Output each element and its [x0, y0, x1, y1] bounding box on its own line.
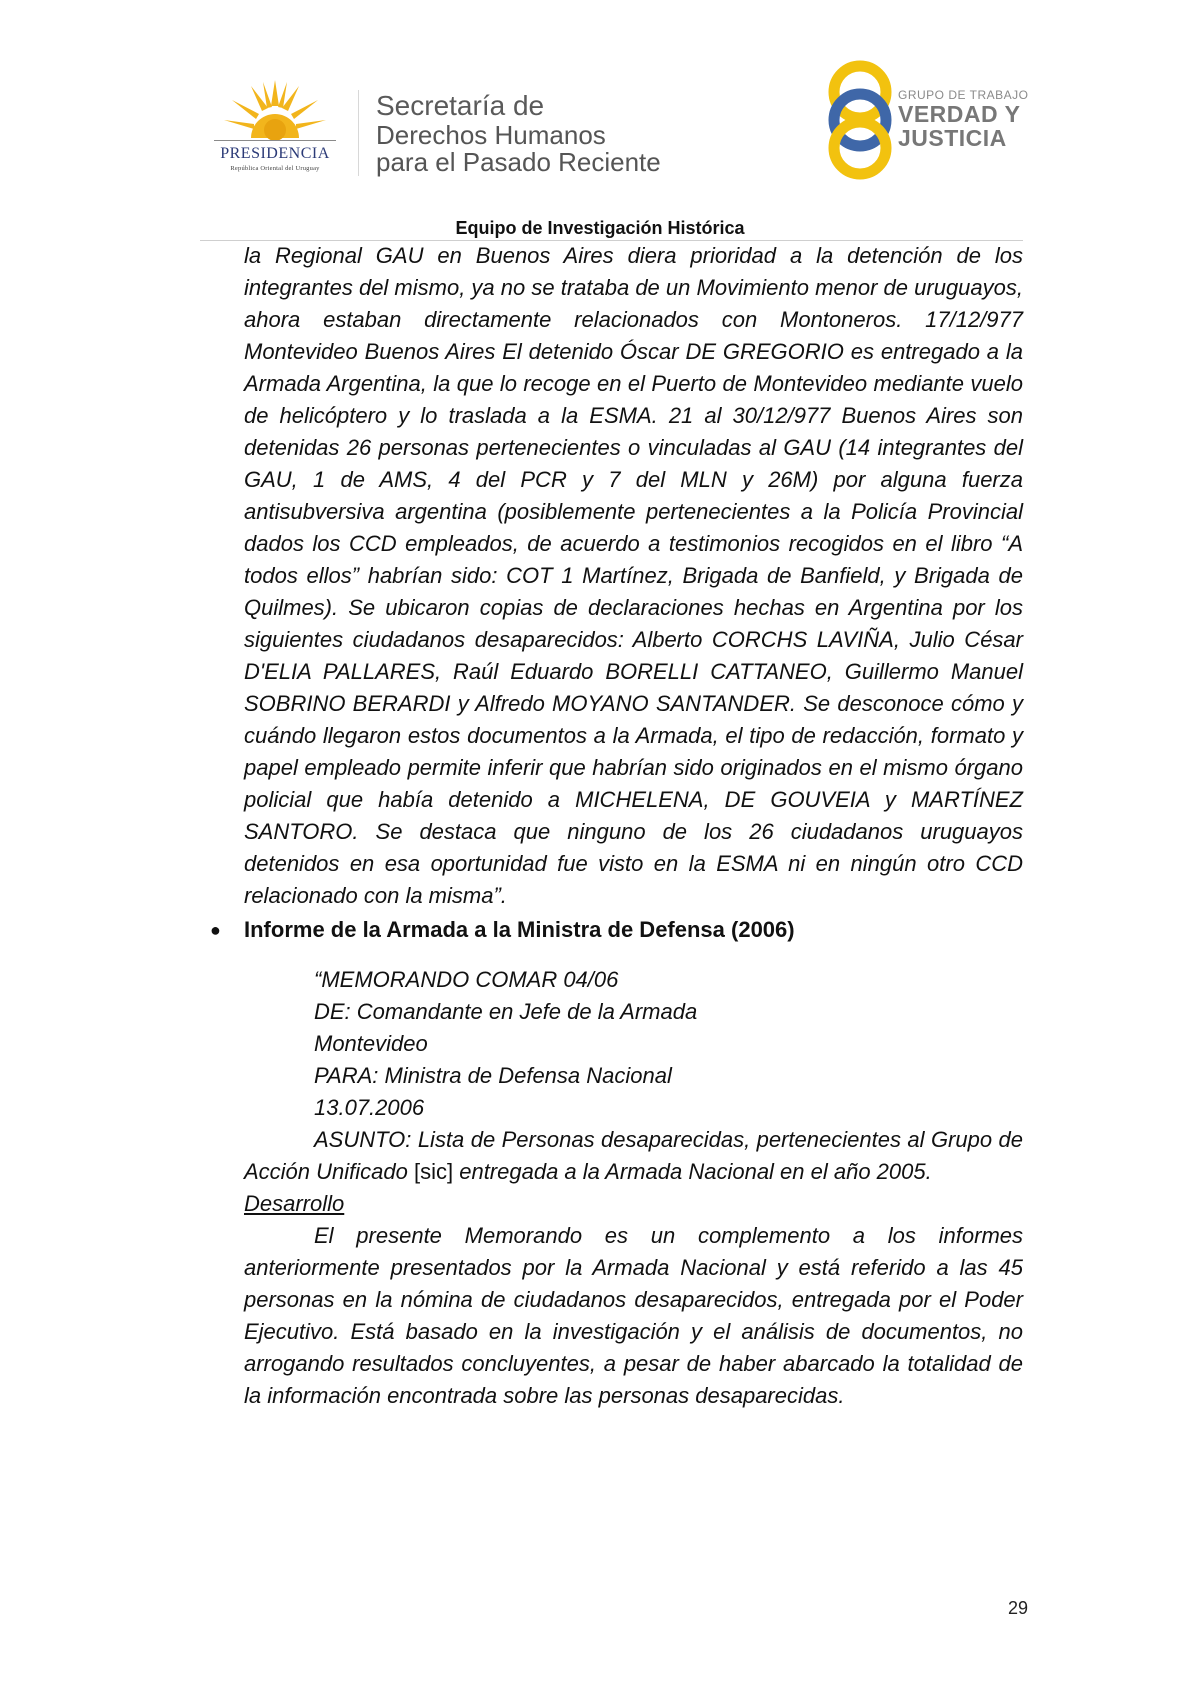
secretaria-line-3: para el Pasado Reciente	[376, 147, 661, 177]
memo-section-heading: Desarrollo	[244, 1191, 345, 1216]
grupo-line-2: VERDAD Y	[898, 101, 1021, 127]
document-header	[0, 0, 1191, 240]
presidencia-name: PRESIDENCIA	[220, 145, 330, 162]
grupo-line-1: GRUPO DE TRABAJO	[898, 88, 1029, 102]
quoted-paragraph: la Regional GAU en Buenos Aires diera prioridad a la detención de los integrantes del mismo, ya no se trataba de un Movimiento menor de uruguayos, ahora estaban directamente relacionados con Montoneros. 17/12/977 Montevideo Buenos Aires El detenido Óscar DE GREGORIO es entregado a la Armada Argentina, la que lo recoge en el Puerto de Montevideo mediante vuelo de helicóptero y lo traslada a la ESMA. 21 al 30/12/977 Buenos Aires son detenidas 26 personas pertenecientes o vinculadas al GAU (14 integrantes del GAU, 1 de AMS, 4 del PCR y 7 del MLN y 26M) por alguna fuerza antisubversiva argentina (posiblemente pertenecientes a la Policía Provincial dados los CCD empleados, de acuerdo a testimonios recogidos en el libro “A todos ellos” habrían sido: COT 1 Martínez, Brigada de Banfield, y Brigada de Quilmes). Se ubicaron copias de declaraciones hechas en Argentina por los siguientes ciudadanos desaparecidos: Alberto CORCHS LAVIÑA, Julio César D'ELIA PALLARES, Raúl Eduardo BORELLI CATTANEO, Guillermo Manuel SOBRINO BERARDI y Alfredo MOYANO SANTANDER. Se desconoce cómo y cuándo llegaron estos documentos a la Armada, el tipo de redacción, formato y papel empleado permite inferir que habrían sido originados en el mismo órgano policial que había detenido a MICHELENA, DE GOUVEIA y MARTÍNEZ SANTORO. Se destaca que ninguno de los 26 ciudadanos uruguayos detenidos en esa oportunidad fue visto en la ESMA ni en ningún otro CCD relacionado con la misma”.	[244, 243, 1023, 908]
memo-date: 13.07.2006	[314, 1095, 425, 1120]
verdad-justicia-text	[898, 88, 1028, 150]
memo-development-paragraph: El presente Memorando es un complemento a los informes anteriormente presentados por la Armada Nacional y está referido a las 45 personas en la nómina de ciudadanos desaparecidos, entregada por el Poder Ejecutivo. Está basado en la investigación y el análisis de documentos, no arrogando resultados concluyentes, a pesar de haber abarcado la totalidad de la información encontrada sobre las personas desaparecidas.	[244, 1223, 1023, 1408]
bullet-icon: ●	[210, 920, 221, 940]
header-divider	[358, 90, 359, 176]
memo-subject-text-b: entregada a la Armada Nacional en el año 2005.	[453, 1159, 932, 1184]
team-title: Equipo de Investigación Histórica	[455, 218, 745, 238]
secretaria-line-1: Secretaría de	[376, 90, 545, 121]
memo-subject-sic: [sic]	[413, 1159, 454, 1184]
page-number: 29	[1008, 1598, 1029, 1618]
memo-subject-text-a: ASUNTO: Lista de Personas desaparecidas, pertenecientes al Grupo de Acción Unificado	[244, 1127, 1023, 1184]
memo-title: “MEMORANDO COMAR 04/06	[314, 967, 619, 992]
presidencia-logo	[196, 80, 354, 180]
secretaria-line-2: Derechos Humanos	[376, 120, 606, 150]
presidencia-rule	[214, 140, 336, 141]
bullet-item	[210, 914, 1023, 946]
sun-icon	[196, 80, 354, 142]
presidencia-subtitle: República Oriental del Uruguay	[230, 165, 320, 172]
bullet-heading: Informe de la Armada a la Ministra de Defensa (2006)	[244, 917, 795, 942]
memo-to: PARA: Ministra de Defensa Nacional	[314, 1063, 672, 1088]
secretaria-logo-text	[376, 90, 661, 176]
document-body	[210, 240, 1023, 1412]
memo-subject	[244, 1124, 1023, 1188]
grupo-line-3: JUSTICIA	[898, 125, 1007, 151]
memo-place: Montevideo	[314, 1031, 428, 1056]
memo-from: DE: Comandante en Jefe de la Armada	[314, 999, 698, 1024]
memorandum	[244, 964, 1023, 1412]
